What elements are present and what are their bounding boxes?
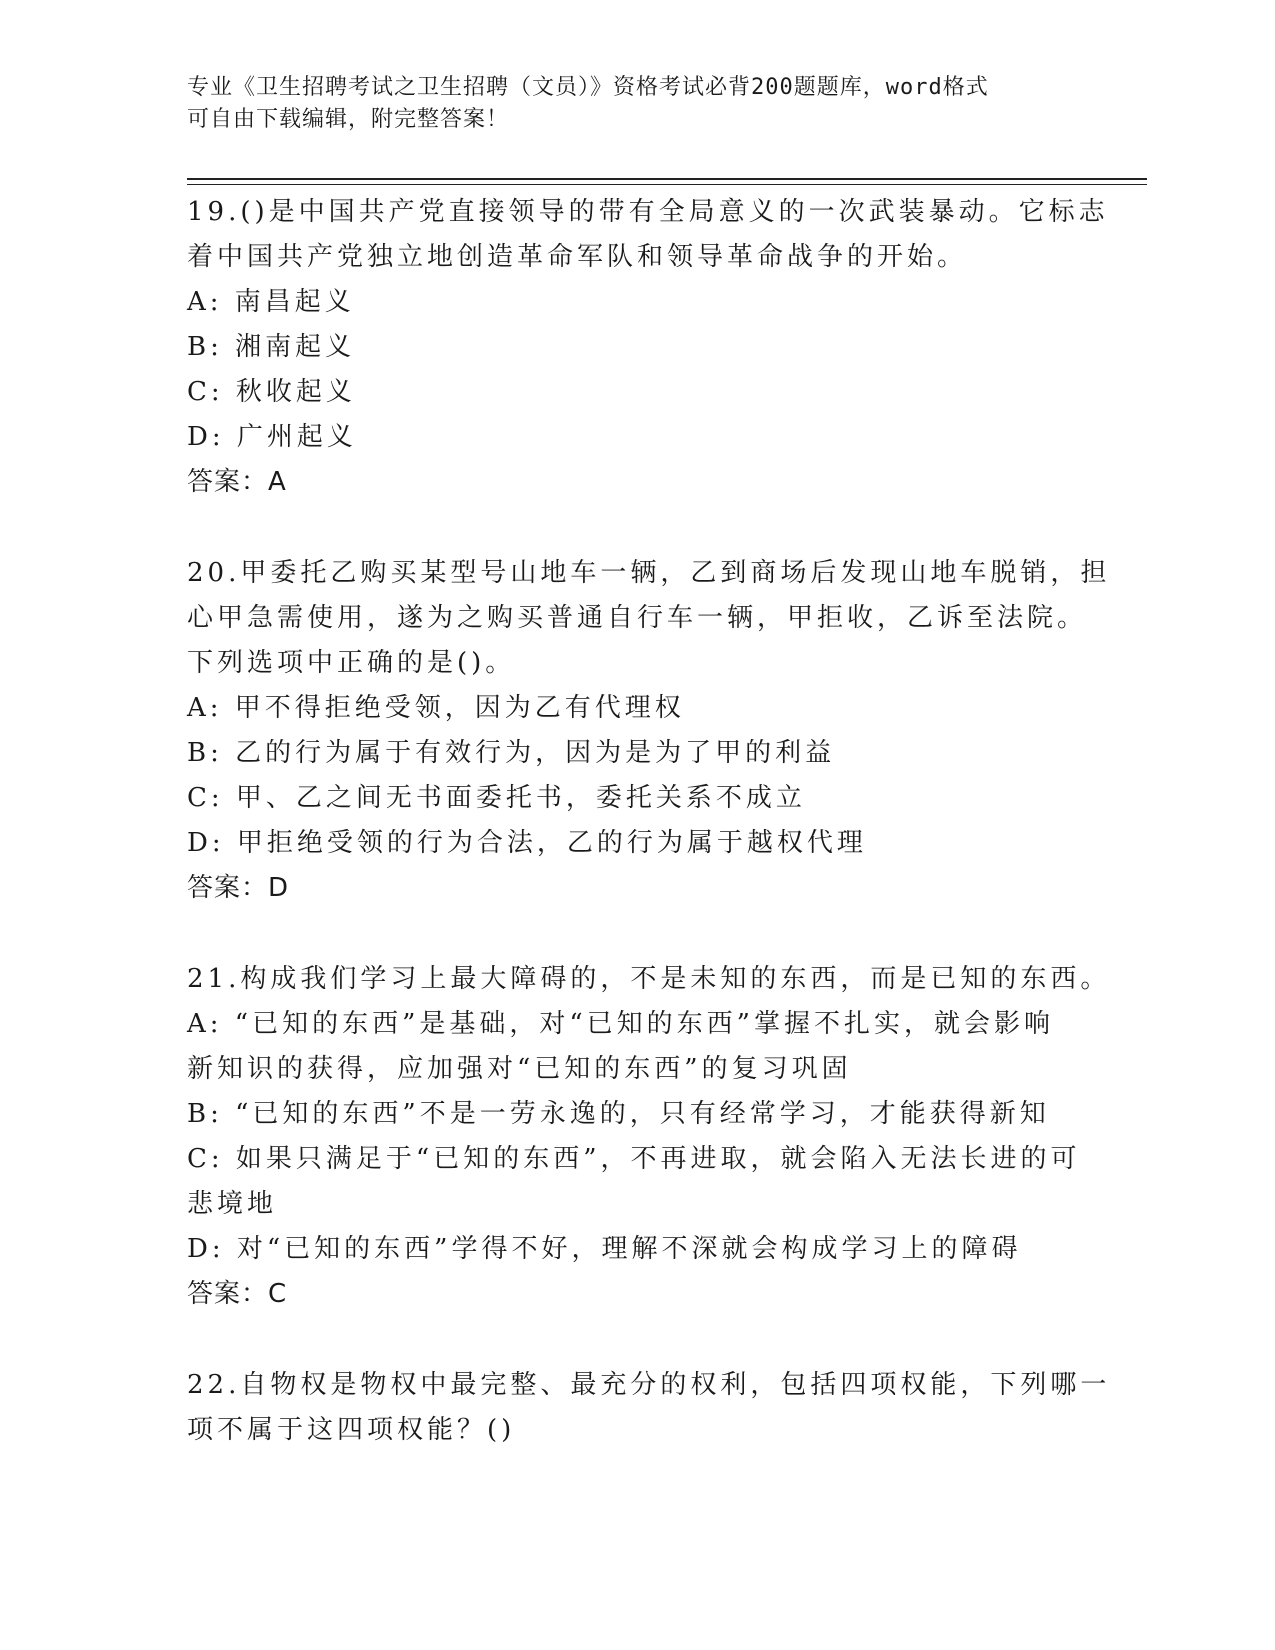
answer: 答案：C [187,1279,288,1309]
option-b: B: “已知的东西”不是一劳永逸的，只有经常学习，才能获得新知 [187,1099,1050,1129]
question-stem-line: 22.自物权是物权中最完整、最充分的权利，包括四项权能，下列哪一 [187,1370,1111,1400]
option-b: B: 湘南起义 [187,332,356,362]
header-line-1: 专业《卫生招聘考试之卫生招聘（文员）》资格考试必背200题题库，word格式 [187,75,989,100]
question-22 [187,1363,1111,1453]
question-stem-line: 心甲急需使用，遂为之购买普通自行车一辆，甲拒收，乙诉至法院。 [187,603,1088,633]
option-c: C: 秋收起义 [187,377,356,407]
question-stem-line: 着中国共产党独立地创造革命军队和领导革命战争的开始。 [187,242,968,272]
question-list [187,190,1111,1499]
option-d: D: 甲拒绝受领的行为合法，乙的行为属于越权代理 [187,828,867,858]
option-c: C: 如果只满足于“已知的东西”，不再进取，就会陷入无法长进的可 [187,1144,1081,1174]
option-a: A: 甲不得拒绝受领，因为乙有代理权 [187,693,685,723]
question-stem-line: 项不属于这四项权能？() [187,1415,516,1445]
option-a: A: “已知的东西”是基础，对“已知的东西”掌握不扎实，就会影响 [187,1009,1054,1039]
option-a-continued: 新知识的获得，应加强对“已知的东西”的复习巩固 [187,1054,852,1084]
option-c-continued: 悲境地 [187,1189,278,1219]
question-21 [187,957,1111,1317]
option-a: A: 南昌起义 [187,287,355,317]
option-d: D: 广州起义 [187,422,357,452]
answer: 答案：D [187,873,290,903]
header-line-2: 可自由下载编辑，附完整答案！ [187,107,510,132]
header-divider-thick [187,178,1147,180]
header-divider-thin [187,184,1147,185]
answer: 答案：A [187,467,287,497]
option-c: C: 甲、乙之间无书面委托书，委托关系不成立 [187,783,806,813]
option-d: D: 对“已知的东西”学得不好，理解不深就会构成学习上的障碍 [187,1234,1022,1264]
question-stem-line: 下列选项中正确的是()。 [187,648,516,678]
question-19 [187,190,1109,505]
question-stem-line: 21.构成我们学习上最大障碍的，不是未知的东西，而是已知的东西。 [187,964,1111,994]
document-header [187,72,1067,136]
question-stem-line: 19.()是中国共产党直接领导的带有全局意义的一次武装暴动。它标志 [187,197,1109,227]
question-20 [187,551,1111,911]
option-b: B: 乙的行为属于有效行为，因为是为了甲的利益 [187,738,836,768]
question-stem-line: 20.甲委托乙购买某型号山地车一辆，乙到商场后发现山地车脱销，担 [187,558,1111,588]
